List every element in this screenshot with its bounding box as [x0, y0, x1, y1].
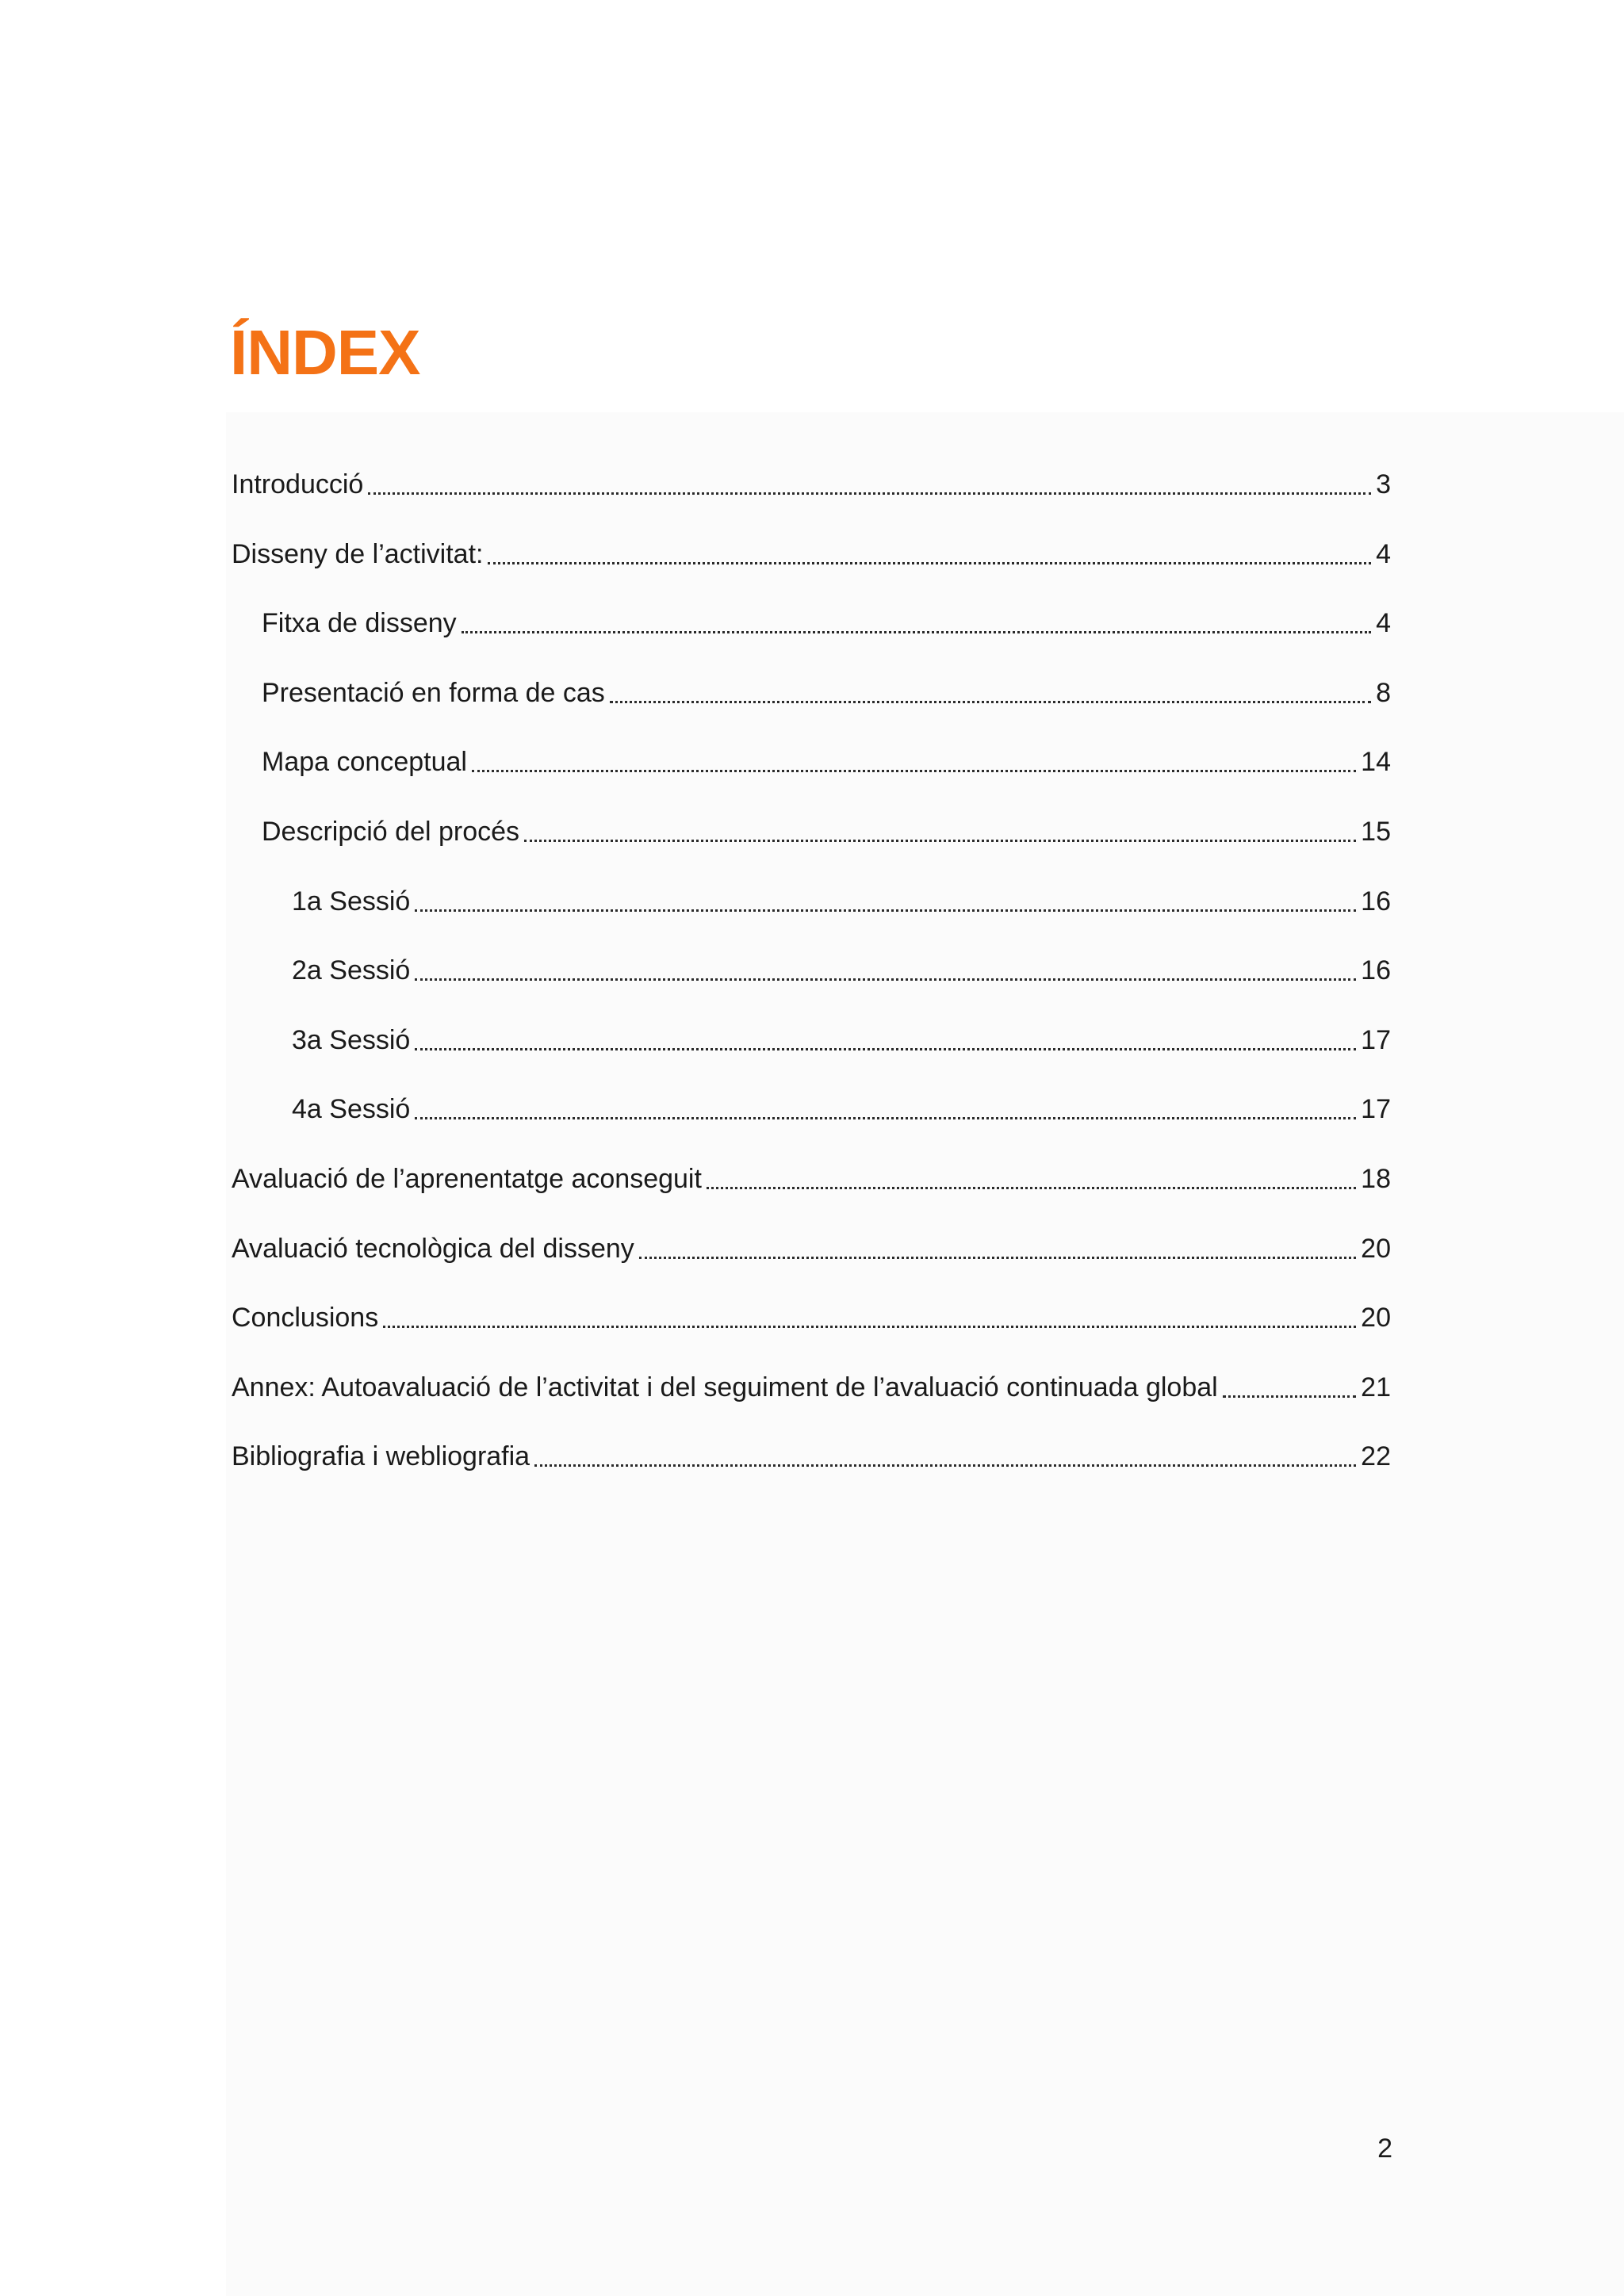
toc-dot-leader: [415, 1088, 1356, 1131]
toc-entry-page: 17: [1361, 1024, 1391, 1055]
toc-entry-label: Descripció del procés: [262, 816, 520, 847]
toc-dot-leader: [707, 1158, 1356, 1200]
toc-dot-leader: [415, 949, 1356, 992]
toc-entry-introduccio[interactable]: [232, 463, 1391, 533]
toc-entry-label: Introducció: [232, 469, 364, 499]
toc-entry-label: 4a Sessió: [292, 1094, 411, 1125]
page-number: 2: [1377, 2133, 1392, 2164]
toc-entry-label: Bibliografia i webliografia: [232, 1441, 530, 1472]
table-of-contents: [232, 463, 1391, 1505]
toc-dot-leader: [639, 1227, 1356, 1270]
toc-entry-page: 14: [1361, 747, 1391, 778]
toc-entry-annex[interactable]: [232, 1366, 1391, 1436]
toc-entry-mapa-conceptual[interactable]: [232, 740, 1391, 810]
toc-dot-leader: [488, 533, 1371, 576]
toc-entry-page: 15: [1361, 816, 1391, 847]
toc-entry-page: 21: [1361, 1372, 1391, 1402]
toc-entry-label: Mapa conceptual: [262, 747, 467, 778]
toc-entry-presentacio-cas[interactable]: [232, 672, 1391, 741]
toc-entry-label: 1a Sessió: [292, 886, 411, 916]
toc-dot-leader: [383, 1296, 1356, 1339]
toc-dot-leader: [415, 1019, 1356, 1062]
toc-dot-leader: [415, 880, 1356, 923]
toc-entry-descripcio-proces[interactable]: [232, 810, 1391, 880]
toc-entry-sessio-1[interactable]: [232, 880, 1391, 950]
toc-entry-page: 16: [1361, 886, 1391, 916]
toc-entry-page: 18: [1361, 1163, 1391, 1194]
toc-dot-leader: [1223, 1366, 1356, 1409]
toc-entry-conclusions[interactable]: [232, 1296, 1391, 1366]
toc-entry-page: 4: [1376, 608, 1391, 639]
toc-dot-leader: [472, 740, 1356, 783]
toc-entry-page: 20: [1361, 1303, 1391, 1334]
toc-entry-label: 2a Sessió: [292, 955, 411, 986]
toc-entry-fitxa-disseny[interactable]: [232, 602, 1391, 672]
toc-dot-leader: [462, 602, 1371, 645]
toc-entry-page: 17: [1361, 1094, 1391, 1125]
toc-dot-leader: [534, 1435, 1356, 1478]
toc-entry-disseny-activitat[interactable]: [232, 533, 1391, 603]
toc-entry-label: Conclusions: [232, 1303, 379, 1334]
toc-entry-page: 16: [1361, 955, 1391, 986]
toc-entry-sessio-3[interactable]: [232, 1019, 1391, 1089]
page-title: ÍNDEX: [230, 317, 420, 388]
toc-dot-leader: [368, 463, 1371, 506]
toc-entry-label: 3a Sessió: [292, 1024, 411, 1055]
toc-entry-avaluacio-aprenentatge[interactable]: [232, 1158, 1391, 1227]
toc-entry-label: Avaluació tecnològica del disseny: [232, 1233, 634, 1264]
toc-entry-label: Presentació en forma de cas: [262, 677, 605, 708]
toc-entry-label: Annex: Autoavaluació de l’activitat i del seguiment de l’avaluació continuada global: [232, 1372, 1218, 1402]
toc-entry-avaluacio-tecnologica[interactable]: [232, 1227, 1391, 1297]
toc-entry-page: 8: [1376, 677, 1391, 708]
toc-entry-label: Fitxa de disseny: [262, 608, 457, 639]
toc-entry-label: Avaluació de l’aprenentatge aconseguit: [232, 1163, 702, 1194]
toc-dot-leader: [610, 672, 1371, 714]
toc-entry-sessio-2[interactable]: [232, 949, 1391, 1019]
toc-dot-leader: [524, 810, 1356, 853]
toc-entry-page: 22: [1361, 1441, 1391, 1472]
toc-entry-page: 20: [1361, 1233, 1391, 1264]
toc-entry-bibliografia[interactable]: [232, 1435, 1391, 1505]
toc-entry-sessio-4[interactable]: [232, 1088, 1391, 1158]
toc-entry-page: 3: [1376, 469, 1391, 499]
toc-entry-page: 4: [1376, 538, 1391, 569]
toc-entry-label: Disseny de l’activitat:: [232, 538, 484, 569]
